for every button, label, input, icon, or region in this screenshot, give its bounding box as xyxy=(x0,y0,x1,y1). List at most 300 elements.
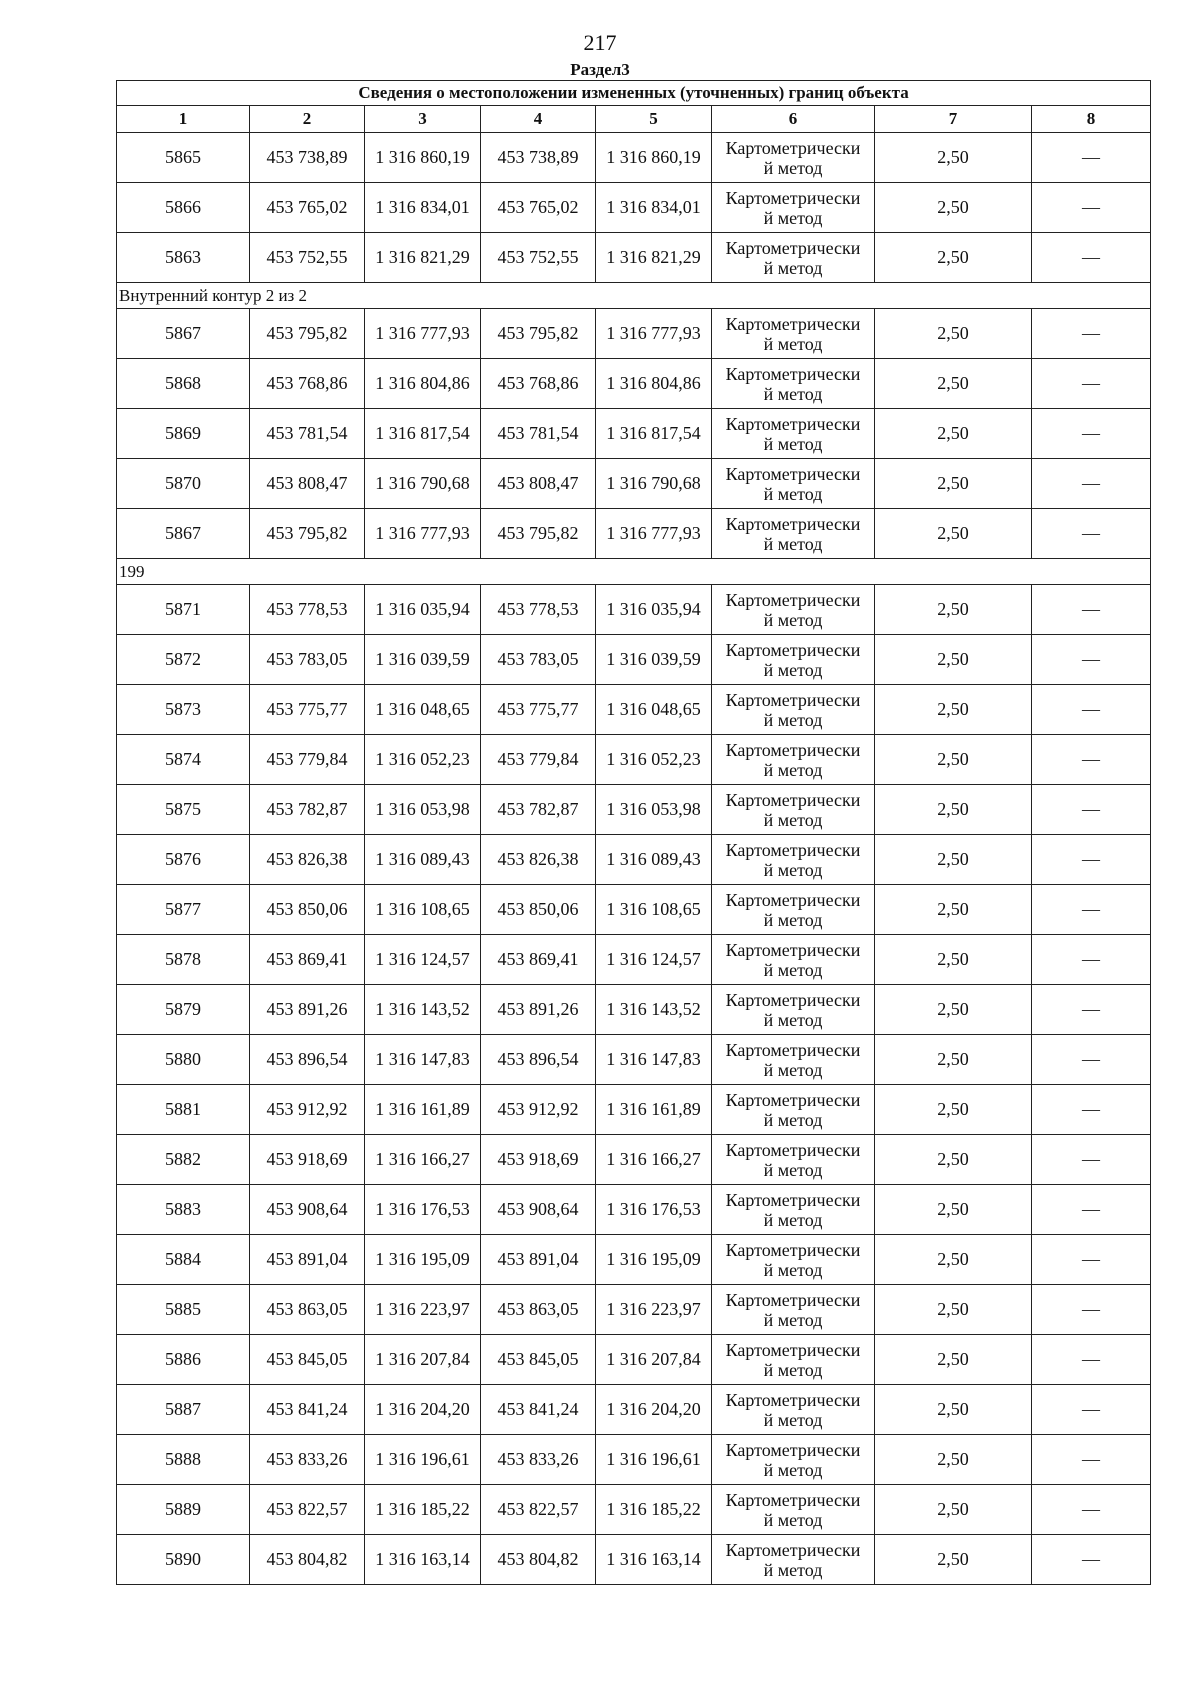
coordinates-table xyxy=(116,80,1151,1585)
point-number-cell: 5883 xyxy=(117,1185,250,1235)
method-cell xyxy=(712,1335,875,1385)
y-new-cell: 1 316 185,22 xyxy=(596,1485,712,1535)
x-existing-cell: 453 808,47 xyxy=(250,459,365,509)
y-existing-cell: 1 316 196,61 xyxy=(365,1435,481,1485)
x-new-cell: 453 783,05 xyxy=(481,635,596,685)
y-new-cell: 1 316 834,01 xyxy=(596,183,712,233)
description-cell: — xyxy=(1032,835,1151,885)
method-line1: Картометрически xyxy=(725,839,861,860)
accuracy-cell: 2,50 xyxy=(875,1335,1032,1385)
table-row xyxy=(117,1485,1151,1535)
method-line2: й метод xyxy=(763,1059,823,1080)
y-existing-cell: 1 316 207,84 xyxy=(365,1335,481,1385)
method-cell xyxy=(712,885,875,935)
x-existing-cell: 453 863,05 xyxy=(250,1285,365,1335)
method-cell xyxy=(712,1385,875,1435)
description-cell: — xyxy=(1032,233,1151,283)
point-number-cell: 5867 xyxy=(117,509,250,559)
x-new-cell: 453 782,87 xyxy=(481,785,596,835)
x-existing-cell: 453 752,55 xyxy=(250,233,365,283)
x-new-cell: 453 912,92 xyxy=(481,1085,596,1135)
description-cell: — xyxy=(1032,409,1151,459)
y-existing-cell: 1 316 804,86 xyxy=(365,359,481,409)
y-new-cell: 1 316 035,94 xyxy=(596,585,712,635)
accuracy-cell: 2,50 xyxy=(875,1035,1032,1085)
description-cell: — xyxy=(1032,785,1151,835)
x-new-cell: 453 891,04 xyxy=(481,1235,596,1285)
accuracy-cell: 2,50 xyxy=(875,233,1032,283)
method-line1: Картометрически xyxy=(725,1189,861,1210)
table-row xyxy=(117,785,1151,835)
contour-group-row xyxy=(117,283,1151,309)
y-new-cell: 1 316 777,93 xyxy=(596,309,712,359)
x-existing-cell: 453 869,41 xyxy=(250,935,365,985)
x-new-cell: 453 841,24 xyxy=(481,1385,596,1435)
y-existing-cell: 1 316 124,57 xyxy=(365,935,481,985)
column-number: 5 xyxy=(596,106,712,133)
method-line2: й метод xyxy=(763,383,823,404)
method-cell xyxy=(712,1285,875,1335)
description-cell: — xyxy=(1032,1285,1151,1335)
x-existing-cell: 453 778,53 xyxy=(250,585,365,635)
point-number-cell: 5871 xyxy=(117,585,250,635)
method-cell xyxy=(712,1485,875,1535)
y-new-cell: 1 316 163,14 xyxy=(596,1535,712,1585)
description-cell: — xyxy=(1032,133,1151,183)
description-cell: — xyxy=(1032,935,1151,985)
y-new-cell: 1 316 821,29 xyxy=(596,233,712,283)
accuracy-cell: 2,50 xyxy=(875,585,1032,635)
x-new-cell: 453 869,41 xyxy=(481,935,596,985)
y-new-cell: 1 316 176,53 xyxy=(596,1185,712,1235)
description-cell: — xyxy=(1032,509,1151,559)
table-row xyxy=(117,1035,1151,1085)
x-existing-cell: 453 822,57 xyxy=(250,1485,365,1535)
description-cell: — xyxy=(1032,309,1151,359)
method-line1: Картометрически xyxy=(725,413,861,434)
method-line2: й метод xyxy=(763,759,823,780)
x-new-cell: 453 804,82 xyxy=(481,1535,596,1585)
x-new-cell: 453 768,86 xyxy=(481,359,596,409)
accuracy-cell: 2,50 xyxy=(875,133,1032,183)
y-new-cell: 1 316 804,86 xyxy=(596,359,712,409)
y-new-cell: 1 316 817,54 xyxy=(596,409,712,459)
accuracy-cell: 2,50 xyxy=(875,985,1032,1035)
column-number: 6 xyxy=(712,106,875,133)
method-line2: й метод xyxy=(763,1509,823,1530)
x-existing-cell: 453 795,82 xyxy=(250,509,365,559)
description-cell: — xyxy=(1032,635,1151,685)
method-line2: й метод xyxy=(763,333,823,354)
accuracy-cell: 2,50 xyxy=(875,885,1032,935)
contour-group-label: Внутренний контур 2 из 2 xyxy=(117,283,1151,309)
point-number-cell: 5868 xyxy=(117,359,250,409)
table-row xyxy=(117,635,1151,685)
description-cell: — xyxy=(1032,183,1151,233)
method-line1: Картометрически xyxy=(725,187,861,208)
y-new-cell: 1 316 207,84 xyxy=(596,1335,712,1385)
method-cell xyxy=(712,1235,875,1285)
description-cell: — xyxy=(1032,1185,1151,1235)
method-line2: й метод xyxy=(763,1459,823,1480)
y-new-cell: 1 316 124,57 xyxy=(596,935,712,985)
point-number-cell: 5867 xyxy=(117,309,250,359)
table-row xyxy=(117,1385,1151,1435)
table-row xyxy=(117,1185,1151,1235)
method-line2: й метод xyxy=(763,1259,823,1280)
method-line1: Картометрически xyxy=(725,1239,861,1260)
column-number: 8 xyxy=(1032,106,1151,133)
x-existing-cell: 453 845,05 xyxy=(250,1335,365,1385)
x-existing-cell: 453 779,84 xyxy=(250,735,365,785)
method-line1: Картометрически xyxy=(725,739,861,760)
method-cell xyxy=(712,409,875,459)
point-number-cell: 5886 xyxy=(117,1335,250,1385)
section-title: Раздел3 xyxy=(570,60,630,79)
table-row xyxy=(117,1135,1151,1185)
point-number-cell: 5873 xyxy=(117,685,250,735)
method-line2: й метод xyxy=(763,1309,823,1330)
y-existing-cell: 1 316 204,20 xyxy=(365,1385,481,1435)
x-existing-cell: 453 804,82 xyxy=(250,1535,365,1585)
column-number: 3 xyxy=(365,106,481,133)
y-existing-cell: 1 316 035,94 xyxy=(365,585,481,635)
point-number-cell: 5866 xyxy=(117,183,250,233)
method-line1: Картометрически xyxy=(725,989,861,1010)
method-line1: Картометрически xyxy=(725,1139,861,1160)
method-line2: й метод xyxy=(763,1109,823,1130)
table-row xyxy=(117,985,1151,1035)
method-line2: й метод xyxy=(763,909,823,930)
point-number-cell: 5878 xyxy=(117,935,250,985)
x-existing-cell: 453 891,04 xyxy=(250,1235,365,1285)
y-new-cell: 1 316 777,93 xyxy=(596,509,712,559)
method-cell xyxy=(712,1185,875,1235)
description-cell: — xyxy=(1032,1335,1151,1385)
method-line1: Картометрически xyxy=(725,1439,861,1460)
method-line2: й метод xyxy=(763,1359,823,1380)
y-existing-cell: 1 316 143,52 xyxy=(365,985,481,1035)
y-existing-cell: 1 316 185,22 xyxy=(365,1485,481,1535)
y-existing-cell: 1 316 223,97 xyxy=(365,1285,481,1335)
point-number-cell: 5880 xyxy=(117,1035,250,1085)
accuracy-cell: 2,50 xyxy=(875,835,1032,885)
point-number-cell: 5876 xyxy=(117,835,250,885)
point-number-cell: 5877 xyxy=(117,885,250,935)
x-existing-cell: 453 768,86 xyxy=(250,359,365,409)
method-line1: Картометрически xyxy=(725,1389,861,1410)
table-row xyxy=(117,685,1151,735)
method-cell xyxy=(712,835,875,885)
table-row xyxy=(117,1285,1151,1335)
method-line1: Картометрически xyxy=(725,313,861,334)
y-new-cell: 1 316 089,43 xyxy=(596,835,712,885)
method-line1: Картометрически xyxy=(725,689,861,710)
x-new-cell: 453 738,89 xyxy=(481,133,596,183)
table-row xyxy=(117,133,1151,183)
x-existing-cell: 453 783,05 xyxy=(250,635,365,685)
column-number: 2 xyxy=(250,106,365,133)
y-new-cell: 1 316 860,19 xyxy=(596,133,712,183)
method-cell xyxy=(712,635,875,685)
description-cell: — xyxy=(1032,885,1151,935)
y-new-cell: 1 316 143,52 xyxy=(596,985,712,1035)
accuracy-cell: 2,50 xyxy=(875,359,1032,409)
accuracy-cell: 2,50 xyxy=(875,309,1032,359)
description-cell: — xyxy=(1032,359,1151,409)
y-existing-cell: 1 316 195,09 xyxy=(365,1235,481,1285)
point-number-cell: 5865 xyxy=(117,133,250,183)
method-line2: й метод xyxy=(763,809,823,830)
y-existing-cell: 1 316 147,83 xyxy=(365,1035,481,1085)
x-new-cell: 453 822,57 xyxy=(481,1485,596,1535)
method-cell xyxy=(712,1035,875,1085)
accuracy-cell: 2,50 xyxy=(875,1535,1032,1585)
x-new-cell: 453 765,02 xyxy=(481,183,596,233)
method-cell xyxy=(712,985,875,1035)
table-row xyxy=(117,1435,1151,1485)
table-row xyxy=(117,459,1151,509)
table-row xyxy=(117,359,1151,409)
y-existing-cell: 1 316 053,98 xyxy=(365,785,481,835)
description-cell: — xyxy=(1032,1385,1151,1435)
x-existing-cell: 453 833,26 xyxy=(250,1435,365,1485)
method-line2: й метод xyxy=(763,1409,823,1430)
x-existing-cell: 453 908,64 xyxy=(250,1185,365,1235)
x-new-cell: 453 795,82 xyxy=(481,509,596,559)
x-new-cell: 453 779,84 xyxy=(481,735,596,785)
x-existing-cell: 453 775,77 xyxy=(250,685,365,735)
x-new-cell: 453 908,64 xyxy=(481,1185,596,1235)
accuracy-cell: 2,50 xyxy=(875,1085,1032,1135)
accuracy-cell: 2,50 xyxy=(875,935,1032,985)
x-new-cell: 453 778,53 xyxy=(481,585,596,635)
point-number-cell: 5885 xyxy=(117,1285,250,1335)
x-new-cell: 453 775,77 xyxy=(481,685,596,735)
accuracy-cell: 2,50 xyxy=(875,509,1032,559)
method-line1: Картометрически xyxy=(725,1339,861,1360)
method-cell xyxy=(712,1085,875,1135)
y-new-cell: 1 316 052,23 xyxy=(596,735,712,785)
method-cell xyxy=(712,309,875,359)
x-existing-cell: 453 765,02 xyxy=(250,183,365,233)
y-new-cell: 1 316 039,59 xyxy=(596,635,712,685)
y-existing-cell: 1 316 089,43 xyxy=(365,835,481,885)
point-number-cell: 5889 xyxy=(117,1485,250,1535)
accuracy-cell: 2,50 xyxy=(875,685,1032,735)
method-line1: Картометрически xyxy=(725,939,861,960)
table-row xyxy=(117,233,1151,283)
x-existing-cell: 453 781,54 xyxy=(250,409,365,459)
method-line1: Картометрически xyxy=(725,1289,861,1310)
y-existing-cell: 1 316 052,23 xyxy=(365,735,481,785)
method-line2: й метод xyxy=(763,483,823,504)
table-row xyxy=(117,1335,1151,1385)
x-new-cell: 453 896,54 xyxy=(481,1035,596,1085)
accuracy-cell: 2,50 xyxy=(875,409,1032,459)
method-line2: й метод xyxy=(763,1009,823,1030)
method-line2: й метод xyxy=(763,609,823,630)
y-new-cell: 1 316 204,20 xyxy=(596,1385,712,1435)
y-new-cell: 1 316 108,65 xyxy=(596,885,712,935)
y-existing-cell: 1 316 048,65 xyxy=(365,685,481,735)
x-existing-cell: 453 891,26 xyxy=(250,985,365,1035)
method-line1: Картометрически xyxy=(725,789,861,810)
y-existing-cell: 1 316 161,89 xyxy=(365,1085,481,1135)
method-line2: й метод xyxy=(763,1159,823,1180)
column-number: 4 xyxy=(481,106,596,133)
method-line1: Картометрически xyxy=(725,1089,861,1110)
x-existing-cell: 453 738,89 xyxy=(250,133,365,183)
accuracy-cell: 2,50 xyxy=(875,735,1032,785)
table-row xyxy=(117,1535,1151,1585)
method-cell xyxy=(712,509,875,559)
y-new-cell: 1 316 053,98 xyxy=(596,785,712,835)
y-existing-cell: 1 316 176,53 xyxy=(365,1185,481,1235)
x-existing-cell: 453 896,54 xyxy=(250,1035,365,1085)
x-existing-cell: 453 918,69 xyxy=(250,1135,365,1185)
method-line1: Картометрически xyxy=(725,237,861,258)
point-number-cell: 5888 xyxy=(117,1435,250,1485)
y-existing-cell: 1 316 834,01 xyxy=(365,183,481,233)
accuracy-cell: 2,50 xyxy=(875,1485,1032,1535)
method-cell xyxy=(712,183,875,233)
x-new-cell: 453 833,26 xyxy=(481,1435,596,1485)
method-cell xyxy=(712,1435,875,1485)
method-line1: Картометрически xyxy=(725,639,861,660)
y-new-cell: 1 316 048,65 xyxy=(596,685,712,735)
point-number-cell: 5869 xyxy=(117,409,250,459)
point-number-cell: 5874 xyxy=(117,735,250,785)
method-cell xyxy=(712,735,875,785)
method-line2: й метод xyxy=(763,533,823,554)
method-cell xyxy=(712,935,875,985)
x-new-cell: 453 863,05 xyxy=(481,1285,596,1335)
method-line1: Картометрически xyxy=(725,589,861,610)
point-number-cell: 5882 xyxy=(117,1135,250,1185)
y-existing-cell: 1 316 860,19 xyxy=(365,133,481,183)
table-row xyxy=(117,309,1151,359)
description-cell: — xyxy=(1032,1135,1151,1185)
x-existing-cell: 453 782,87 xyxy=(250,785,365,835)
description-cell: — xyxy=(1032,1435,1151,1485)
accuracy-cell: 2,50 xyxy=(875,183,1032,233)
column-number: 1 xyxy=(117,106,250,133)
contour-group-label: 199 xyxy=(117,559,1151,585)
y-new-cell: 1 316 223,97 xyxy=(596,1285,712,1335)
y-existing-cell: 1 316 821,29 xyxy=(365,233,481,283)
y-existing-cell: 1 316 817,54 xyxy=(365,409,481,459)
accuracy-cell: 2,50 xyxy=(875,459,1032,509)
y-existing-cell: 1 316 777,93 xyxy=(365,309,481,359)
x-new-cell: 453 826,38 xyxy=(481,835,596,885)
y-new-cell: 1 316 166,27 xyxy=(596,1135,712,1185)
method-line2: й метод xyxy=(763,207,823,228)
description-cell: — xyxy=(1032,1535,1151,1585)
x-new-cell: 453 795,82 xyxy=(481,309,596,359)
x-new-cell: 453 845,05 xyxy=(481,1335,596,1385)
y-existing-cell: 1 316 777,93 xyxy=(365,509,481,559)
method-cell xyxy=(712,685,875,735)
description-cell: — xyxy=(1032,1035,1151,1085)
method-line2: й метод xyxy=(763,859,823,880)
y-existing-cell: 1 316 039,59 xyxy=(365,635,481,685)
description-cell: — xyxy=(1032,459,1151,509)
y-existing-cell: 1 316 163,14 xyxy=(365,1535,481,1585)
table-row xyxy=(117,509,1151,559)
table-row xyxy=(117,735,1151,785)
x-existing-cell: 453 841,24 xyxy=(250,1385,365,1435)
description-cell: — xyxy=(1032,1485,1151,1535)
method-line2: й метод xyxy=(763,959,823,980)
column-number: 7 xyxy=(875,106,1032,133)
accuracy-cell: 2,50 xyxy=(875,1435,1032,1485)
x-existing-cell: 453 826,38 xyxy=(250,835,365,885)
point-number-cell: 5875 xyxy=(117,785,250,835)
description-cell: — xyxy=(1032,735,1151,785)
method-line2: й метод xyxy=(763,433,823,454)
table-row xyxy=(117,835,1151,885)
method-line2: й метод xyxy=(763,1559,823,1580)
method-line1: Картометрически xyxy=(725,889,861,910)
x-new-cell: 453 752,55 xyxy=(481,233,596,283)
description-cell: — xyxy=(1032,1235,1151,1285)
method-line1: Картометрически xyxy=(725,137,861,158)
table-title: Сведения о местоположении измененных (уточненных) границ объекта xyxy=(117,81,1151,106)
column-number-row xyxy=(117,106,1151,133)
table-row xyxy=(117,1085,1151,1135)
table-row xyxy=(117,1235,1151,1285)
method-line1: Картометрически xyxy=(725,1039,861,1060)
x-new-cell: 453 918,69 xyxy=(481,1135,596,1185)
contour-group-row xyxy=(117,559,1151,585)
x-existing-cell: 453 912,92 xyxy=(250,1085,365,1135)
method-cell xyxy=(712,1135,875,1185)
point-number-cell: 5872 xyxy=(117,635,250,685)
table-row xyxy=(117,409,1151,459)
method-cell xyxy=(712,1535,875,1585)
y-new-cell: 1 316 196,61 xyxy=(596,1435,712,1485)
accuracy-cell: 2,50 xyxy=(875,1235,1032,1285)
x-new-cell: 453 891,26 xyxy=(481,985,596,1035)
y-existing-cell: 1 316 108,65 xyxy=(365,885,481,935)
y-new-cell: 1 316 147,83 xyxy=(596,1035,712,1085)
description-cell: — xyxy=(1032,585,1151,635)
point-number-cell: 5870 xyxy=(117,459,250,509)
y-new-cell: 1 316 790,68 xyxy=(596,459,712,509)
table-row xyxy=(117,585,1151,635)
method-line1: Картометрически xyxy=(725,513,861,534)
accuracy-cell: 2,50 xyxy=(875,1385,1032,1435)
method-line1: Картометрически xyxy=(725,463,861,484)
description-cell: — xyxy=(1032,685,1151,735)
point-number-cell: 5881 xyxy=(117,1085,250,1135)
x-new-cell: 453 850,06 xyxy=(481,885,596,935)
accuracy-cell: 2,50 xyxy=(875,1185,1032,1235)
method-cell xyxy=(712,233,875,283)
table-row xyxy=(117,935,1151,985)
y-existing-cell: 1 316 166,27 xyxy=(365,1135,481,1185)
method-line2: й метод xyxy=(763,659,823,680)
method-cell xyxy=(712,585,875,635)
x-new-cell: 453 781,54 xyxy=(481,409,596,459)
method-line1: Картометрически xyxy=(725,1489,861,1510)
accuracy-cell: 2,50 xyxy=(875,785,1032,835)
method-line2: й метод xyxy=(763,709,823,730)
method-line2: й метод xyxy=(763,1209,823,1230)
x-existing-cell: 453 850,06 xyxy=(250,885,365,935)
page-number: 217 xyxy=(583,30,617,55)
